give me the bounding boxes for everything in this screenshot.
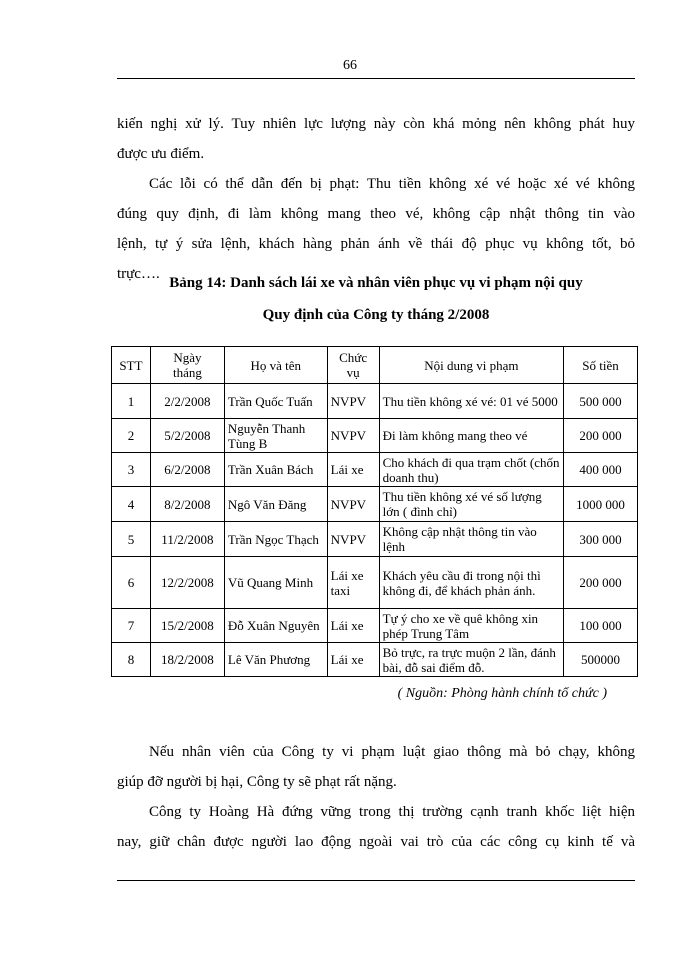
cell-content: Cho khách đi qua trạm chốt (chốn doanh thu) [379, 453, 563, 487]
paragraph-line: đúng quy định, đi làm không mang theo vé, không cập nhật thông tin vào [117, 206, 635, 222]
table-source-note: ( Nguồn: Phòng hành chính tổ chức ) [397, 686, 607, 701]
cell-role: Lái xe [327, 609, 379, 643]
cell-date: 18/2/2008 [150, 643, 224, 677]
header-content: Nội dung vi phạm [379, 347, 563, 384]
cell-name: Trần Xuân Bách [224, 453, 327, 487]
cell-content: Bỏ trực, ra trực muộn 2 lần, đánh bài, đỗ sai điểm đỗ. [379, 643, 563, 677]
cell-stt: 5 [112, 522, 151, 557]
paragraph-line: Các lỗi có thể dẫn đến bị phạt: Thu tiền không xé vé hoặc xé vé không [149, 176, 635, 192]
paragraph-line: Nếu nhân viên của Công ty vi phạm luật giao thông mà bỏ chạy, không [149, 744, 635, 760]
cell-date: 12/2/2008 [150, 557, 224, 609]
cell-name: Lê Văn Phương [224, 643, 327, 677]
paragraph-line: kiến nghị xử lý. Tuy nhiên lực lượng này còn khá mỏng nên không phát huy [117, 116, 635, 132]
cell-date: 2/2/2008 [150, 384, 224, 419]
paragraph-line: lệnh, tự ý sửa lệnh, khách hàng phản ánh về thái độ phục vụ không tốt, bỏ [117, 236, 635, 252]
page-number: 66 [343, 58, 357, 73]
cell-amount: 300 000 [564, 522, 638, 557]
cell-name: Nguyễn Thanh Tùng B [224, 419, 327, 453]
cell-content: Không cập nhật thông tin vào lệnh [379, 522, 563, 557]
cell-name: Ngô Văn Đăng [224, 487, 327, 522]
cell-stt: 4 [112, 487, 151, 522]
cell-role: Lái xe taxi [327, 557, 379, 609]
header-name: Họ và tên [224, 347, 327, 384]
cell-stt: 2 [112, 419, 151, 453]
cell-stt: 3 [112, 453, 151, 487]
cell-date: 15/2/2008 [150, 609, 224, 643]
header-amount: Số tiền [564, 347, 638, 384]
cell-content: Tự ý cho xe về quê không xin phép Trung Tâm [379, 609, 563, 643]
cell-amount: 200 000 [564, 419, 638, 453]
cell-role: Lái xe [327, 453, 379, 487]
cell-stt: 7 [112, 609, 151, 643]
table-row [112, 453, 638, 487]
cell-content: Khách yêu cầu đi trong nội thì không đi, để khách phản ánh. [379, 557, 563, 609]
header-stt: STT [112, 347, 151, 384]
cell-date: 6/2/2008 [150, 453, 224, 487]
paragraph-3 [117, 737, 635, 797]
paragraph-line: giúp đỡ người bị hại, Công ty sẽ phạt rất nặng. [117, 774, 397, 790]
cell-amount: 100 000 [564, 609, 638, 643]
cell-amount: 200 000 [564, 557, 638, 609]
table-row [112, 522, 638, 557]
header-date-line: Ngày [173, 350, 202, 365]
header-date [150, 347, 224, 384]
cell-amount: 500 000 [564, 384, 638, 419]
cell-role: NVPV [327, 419, 379, 453]
table-title-line-1: Bảng 14: Danh sách lái xe và nhân viên phục vụ vi phạm nội quy [169, 275, 583, 291]
header-role [327, 347, 379, 384]
cell-content: Thu tiền không xé vé số lượng lớn ( đình chỉ) [379, 487, 563, 522]
cell-date: 5/2/2008 [150, 419, 224, 453]
table-row [112, 419, 638, 453]
table-row [112, 557, 638, 609]
cell-stt: 1 [112, 384, 151, 419]
cell-stt: 6 [112, 557, 151, 609]
cell-role: NVPV [327, 522, 379, 557]
table-row [112, 609, 638, 643]
cell-name: Đỗ Xuân Nguyên [224, 609, 327, 643]
paragraph-line: được ưu điểm. [117, 146, 205, 162]
cell-content: Đi làm không mang theo vé [379, 419, 563, 453]
paragraph-4 [117, 797, 635, 857]
table-row [112, 487, 638, 522]
cell-name: Trần Ngọc Thạch [224, 522, 327, 557]
table-row [112, 384, 638, 419]
cell-name: Trần Quốc Tuấn [224, 384, 327, 419]
cell-stt: 8 [112, 643, 151, 677]
cell-content: Thu tiền không xé vé: 01 vé 5000 [379, 384, 563, 419]
header-role-line: Chức [339, 350, 368, 365]
header-date-line: tháng [172, 365, 202, 380]
violations-table [111, 346, 638, 677]
cell-name: Vũ Quang Minh [224, 557, 327, 609]
header-rule [117, 78, 635, 79]
cell-amount: 400 000 [564, 453, 638, 487]
paragraph-2 [117, 169, 635, 289]
cell-amount: 500000 [564, 643, 638, 677]
paragraph-1 [117, 109, 635, 169]
cell-date: 8/2/2008 [150, 487, 224, 522]
cell-role: Lái xe [327, 643, 379, 677]
table-title-line-2: Quy định của Công ty tháng 2/2008 [262, 307, 490, 323]
paragraph-line: nay, giữ chân được người lao động ngoài vai trò của các công cụ kinh tế và [117, 834, 635, 850]
cell-amount: 1000 000 [564, 487, 638, 522]
table-row [112, 643, 638, 677]
paragraph-line: Công ty Hoàng Hà đứng vững trong thị trường cạnh tranh khốc liệt hiện [149, 804, 635, 820]
header-role-line: vụ [346, 365, 360, 380]
paragraph-line: trực…. [117, 266, 160, 282]
footer-rule [117, 880, 635, 881]
cell-date: 11/2/2008 [150, 522, 224, 557]
cell-role: NVPV [327, 384, 379, 419]
table-header-row [112, 347, 638, 384]
cell-role: NVPV [327, 487, 379, 522]
